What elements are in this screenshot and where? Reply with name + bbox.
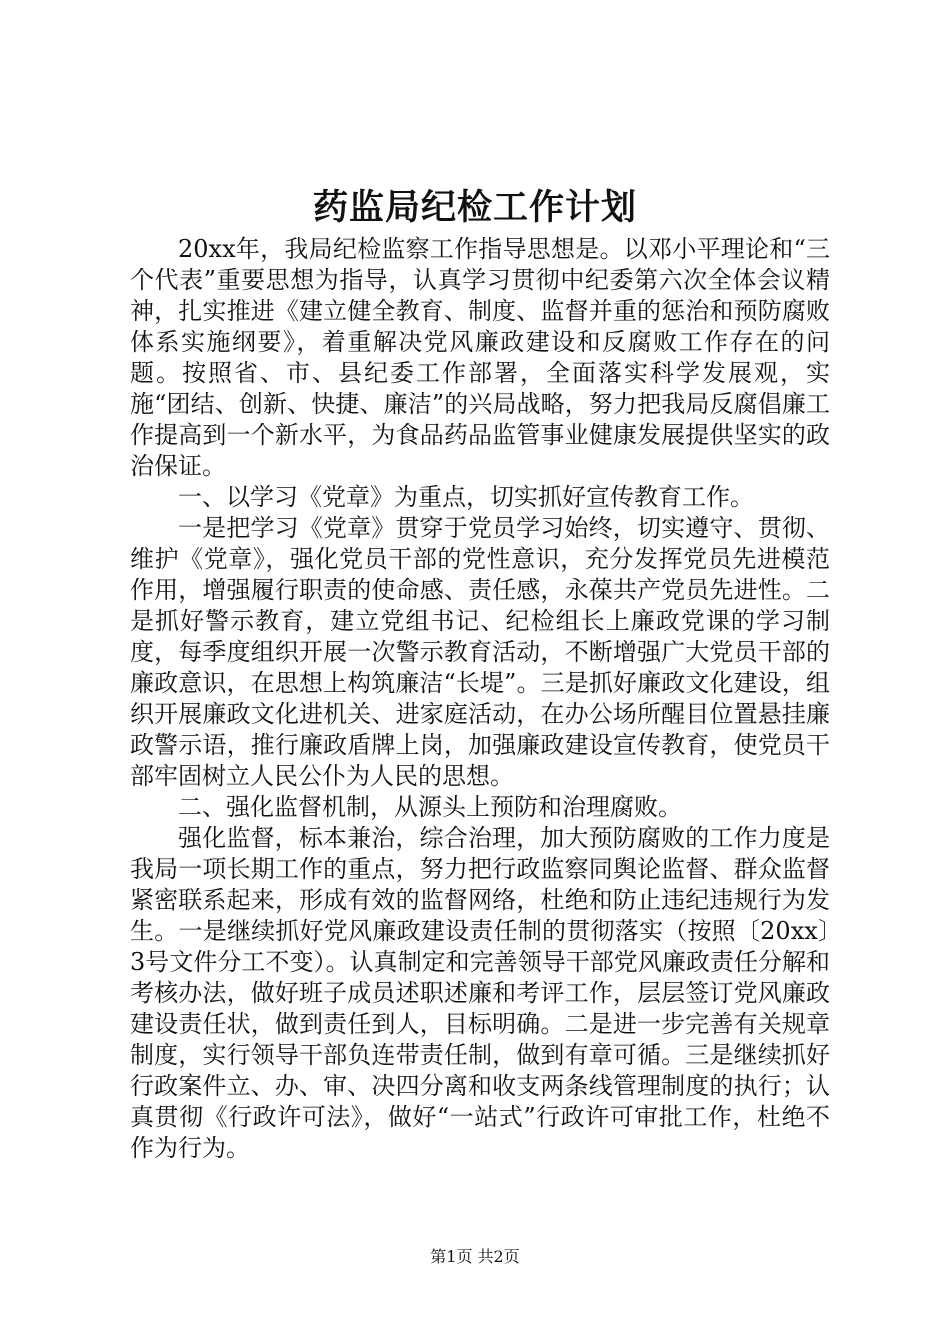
document-body: [130, 234, 830, 1164]
paragraph-education: 一是把学习《党章》贯穿于党员学习始终，切实遵守、贯彻、维护《党章》，强化党员干部的党性意识，充分发挥党员先进模范作用，增强履行职责的使命感、责任感，永葆共产党员先进性。二是抓好警示教育，建立党组书记、纪检组长上廉政党课的学习制度，每季度组织开展一次警示教育活动，不断增强广大党员干部的廉政意识，在思想上构筑廉洁“长堤”。三是抓好廉政文化建设，组织开展廉政文化进机关、进家庭活动，在办公场所醒目位置悬挂廉政警示语，推行廉政盾牌上岗，加强廉政建设宣传教育，使党员干部牢固树立人民公仆为人民的思想。: [130, 514, 830, 790]
document-title: 药监局纪检工作计划: [312, 187, 637, 228]
paragraph-guiding-thought: 20xx年，我局纪检监察工作指导思想是。以邓小平理论和“三个代表”重要思想为指导，认真学习贯彻中纪委第六次全体会议精神，扎实推进《建立健全教育、制度、监督并重的惩治和预防腐败体系实施纲要》，着重解决党风廉政建设和反腐败工作存在的问题。按照省、市、县纪委工作部署，全面落实科学发展观，实施“团结、创新、快捷、廉洁”的兴局战略，努力把我局反腐倡廉工作提高到一个新水平，为食品药品监管事业健康发展提供坚实的政治保证。: [130, 235, 830, 480]
page-footer: 第1页 共2页: [430, 1247, 520, 1266]
section-heading-1: 一、以学习《党章》为重点，切实抓好宣传教育工作。: [178, 483, 754, 511]
paragraph-supervision: 强化监督，标本兼治，综合治理，加大预防腐败的工作力度是我局一项长期工作的重点，努力把行政监察同舆论监督、群众监督紧密联系起来，形成有效的监督网络，杜绝和防止违纪违规行为发生。一是继续抓好党风廉政建设责任制的贯彻落实（按照〔20xx〕3号文件分工不变）。认真制定和完善领导干部党风廉政责任分解和考核办法，做好班子成员述职述廉和考评工作，层层签订党风廉政建设责任状，做到责任到人，目标明确。二是进一步完善有关规章制度，实行领导干部负连带责任制，做到有章可循。三是继续抓好行政案件立、办、审、决四分离和收支两条线管理制度的执行；认真贯彻《行政许可法》，做好“一站式”行政许可审批工作，杜绝不作为行为。: [130, 824, 830, 1162]
section-heading-2: 二、强化监督机制，从源头上预防和治理腐败。: [178, 793, 682, 821]
